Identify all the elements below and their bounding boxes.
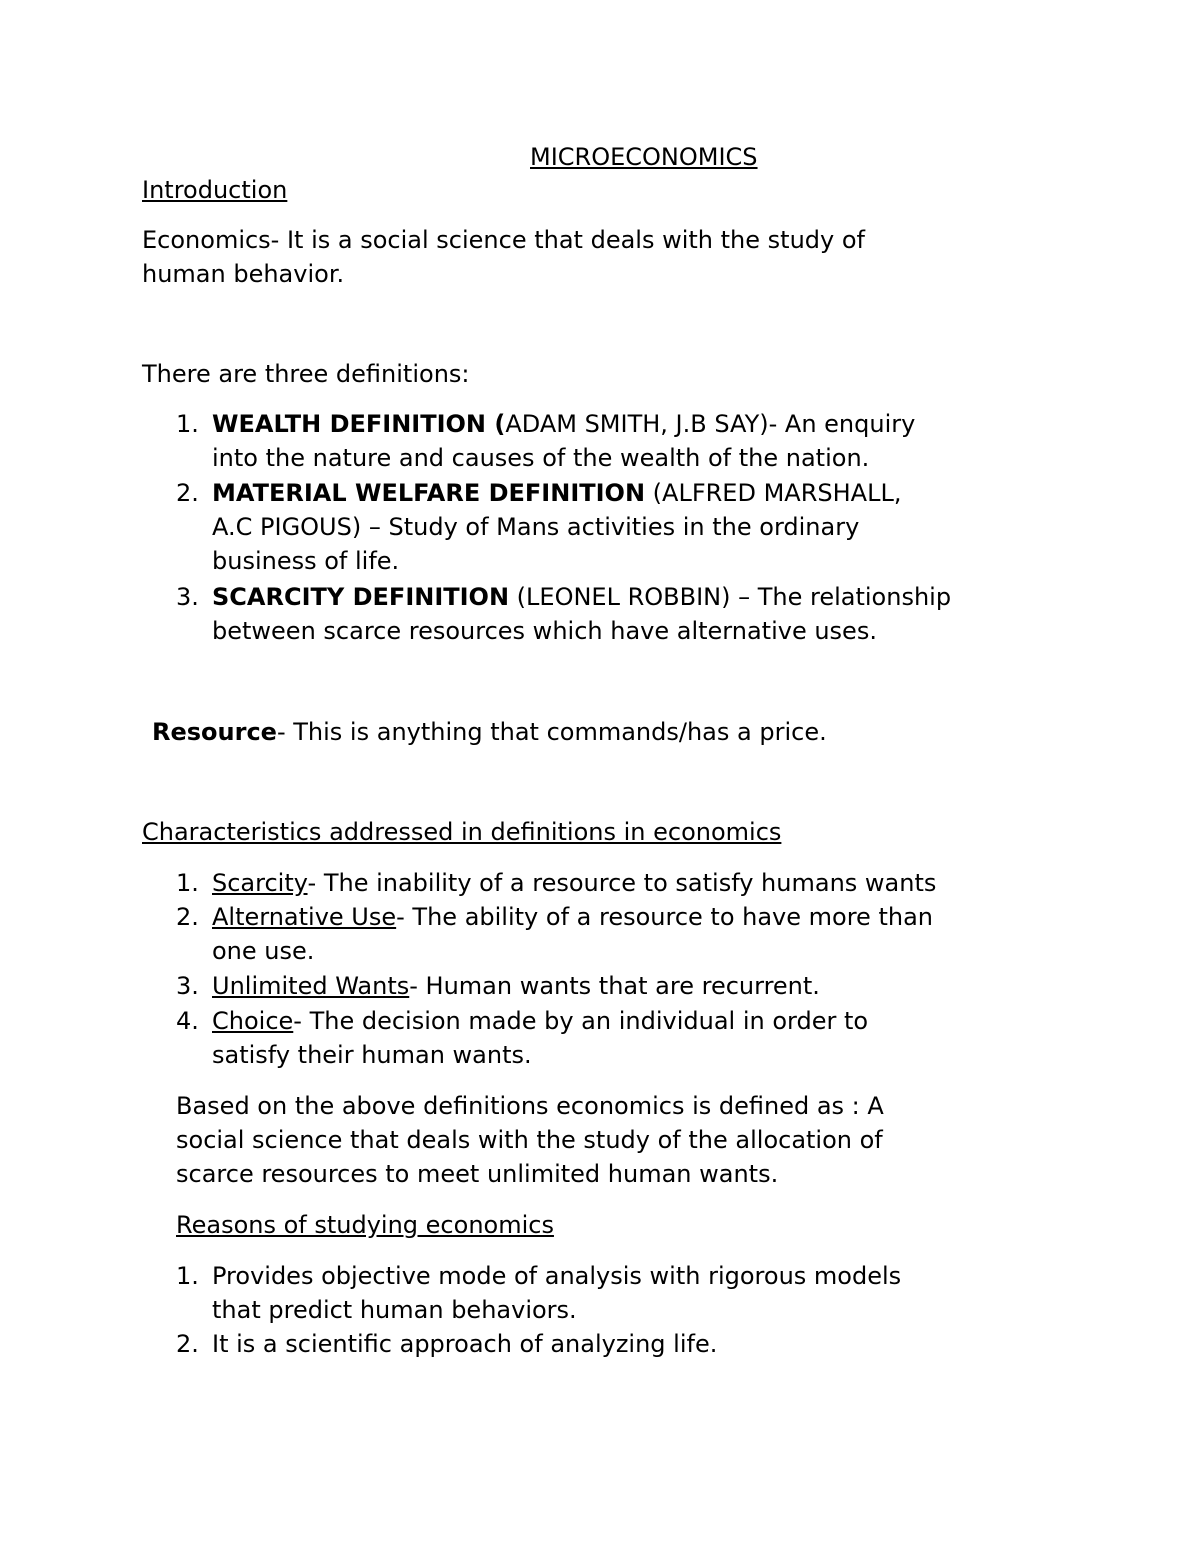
resource-definition [152,715,827,749]
characteristic-text: - The inability of a resource to satisfy humans wants [307,869,937,897]
economics-definition-line1: Economics- It is a social science that deals with the study of [142,226,865,254]
definition-text: ADAM SMITH, J.B SAY)- An enquiry [505,410,916,438]
definition-term: WEALTH DEFINITION ( [212,410,506,438]
characteristic-number: 2. [176,903,199,931]
reason-text: that predict human behaviors. [212,1296,577,1324]
characteristic-text: one use. [212,937,315,965]
definition-term: SCARCITY DEFINITION [212,583,510,611]
characteristic-item [212,866,936,900]
definition-number: 1. [176,410,199,438]
definition-item [212,580,951,614]
definition-text: business of life. [212,547,400,575]
characteristic-number: 1. [176,869,199,897]
characteristic-text: - The decision made by an individual in order to [293,1007,869,1035]
characteristic-text: - The ability of a resource to have more than [396,903,933,931]
reason-text: Provides objective mode of analysis with rigorous models [212,1262,902,1290]
summary-line3: scarce resources to meet unlimited human wants. [176,1160,779,1188]
definition-item [212,407,915,441]
summary-line1: Based on the above definitions economics is defined as : A [176,1092,884,1120]
characteristic-number: 4. [176,1007,199,1035]
definition-text: (LEONEL ROBBIN) – The relationship [509,583,952,611]
definition-term: MATERIAL WELFARE DEFINITION [212,479,646,507]
definition-text: between scarce resources which have alternative uses. [212,617,877,645]
characteristic-number: 3. [176,972,199,1000]
characteristic-item [212,900,933,934]
resource-text: - This is anything that commands/has a price. [276,718,827,746]
definition-item [212,476,901,510]
introduction-heading: Introduction [142,176,288,204]
economics-definition-line2: human behavior. [142,260,345,288]
definition-number: 2. [176,479,199,507]
three-definitions-intro: There are three definitions: [142,360,470,388]
page-title: MICROECONOMICS [530,143,758,171]
reason-text: It is a scientific approach of analyzing life. [212,1330,718,1358]
summary-line2: social science that deals with the study of the allocation of [176,1126,883,1154]
definition-number: 3. [176,583,199,611]
characteristic-term: Choice [212,1007,294,1035]
characteristic-item [212,1004,868,1038]
characteristic-term: Scarcity [212,869,308,897]
definition-text: (ALFRED MARSHALL, [645,479,902,507]
reason-number: 1. [176,1262,199,1290]
definition-text: into the nature and causes of the wealth of the nation. [212,444,870,472]
resource-term: Resource [152,718,277,746]
characteristic-item [212,969,820,1003]
reason-number: 2. [176,1330,199,1358]
definition-text: A.C PIGOUS) – Study of Mans activities in the ordinary [212,513,860,541]
characteristic-term: Alternative Use [212,903,397,931]
characteristic-text: satisfy their human wants. [212,1041,532,1069]
reasons-heading: Reasons of studying economics [176,1211,554,1239]
characteristic-text: - Human wants that are recurrent. [409,972,820,1000]
characteristics-heading: Characteristics addressed in definitions in economics [142,818,782,846]
characteristic-term: Unlimited Wants [212,972,410,1000]
